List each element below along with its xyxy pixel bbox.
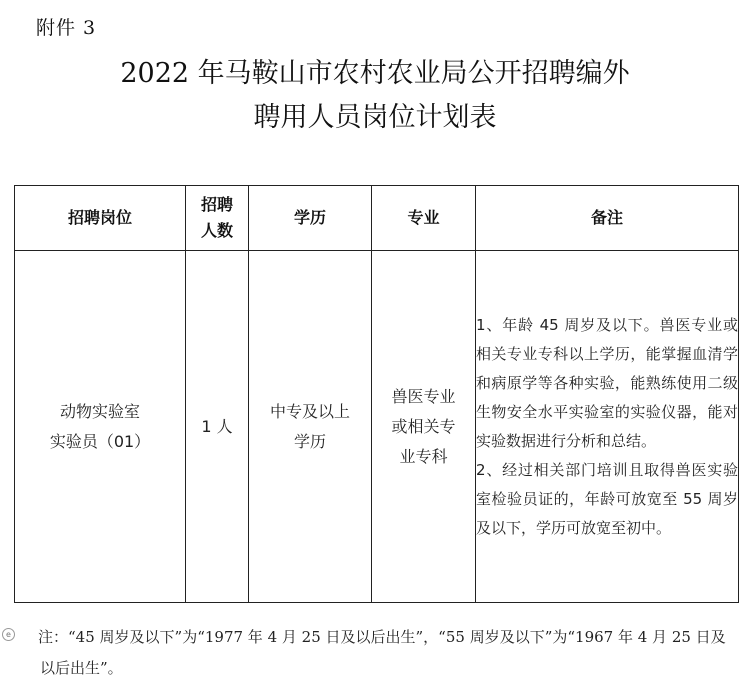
column-header-major [372, 186, 476, 251]
position-line: 动物实验室 [59, 401, 140, 421]
footnote: 注：“45 周岁及以下”为“1977 年 4 月 25 日及以后出生”，“55 周岁及以下”为“1967 年 4 月 25 日及以后出生”。 [38, 628, 726, 677]
education-line: 中专及以上 [269, 401, 350, 421]
table-row [15, 251, 739, 603]
column-header-text: 人数 [200, 221, 233, 240]
cell-education [249, 251, 372, 603]
cell-major [372, 251, 476, 603]
major-line: 业专科 [399, 446, 448, 466]
position-line: 实验员（01） [49, 431, 151, 451]
column-header-education [249, 186, 372, 251]
circled-e-icon: e [2, 628, 15, 641]
column-header-text: 招聘 [200, 195, 233, 214]
column-header-position [15, 186, 186, 251]
column-header-text: 学历 [293, 208, 326, 227]
cell-position [15, 251, 186, 603]
column-header-count [186, 186, 249, 251]
remark-paragraph: 2、经过相关部门培训且取得兽医实验室检验员证的，年龄可放宽至 55 周岁及以下，学历可放宽至初中。 [476, 460, 738, 537]
column-header-text: 招聘岗位 [67, 208, 132, 227]
column-header-remarks [476, 186, 739, 251]
recruitment-plan-table [14, 185, 739, 603]
count-value: 1 人 [201, 416, 233, 436]
column-header-text: 专业 [407, 208, 440, 227]
cell-remarks [476, 251, 739, 603]
remark-paragraph: 1、年龄 45 周岁及以下。兽医专业或相关专业专科以上学历，能掌握血清学和病原学等各种实验，能熟练使用二级生物安全水平实验室的实验仪器，能对实验数据进行分析和总结。 [476, 315, 738, 450]
column-header-text: 备注 [590, 208, 623, 227]
major-line: 或相关专 [391, 416, 456, 436]
attachment-label: 附件 3 [36, 17, 97, 39]
document-title-line-1: 2022 年马鞍山市农村农业局公开招聘编外 [120, 58, 630, 89]
major-line: 兽医专业 [391, 386, 456, 406]
document-title-line-2: 聘用人员岗位计划表 [253, 102, 497, 133]
cell-count [186, 251, 249, 603]
education-line: 学历 [293, 431, 326, 451]
table-header-row [15, 186, 739, 251]
